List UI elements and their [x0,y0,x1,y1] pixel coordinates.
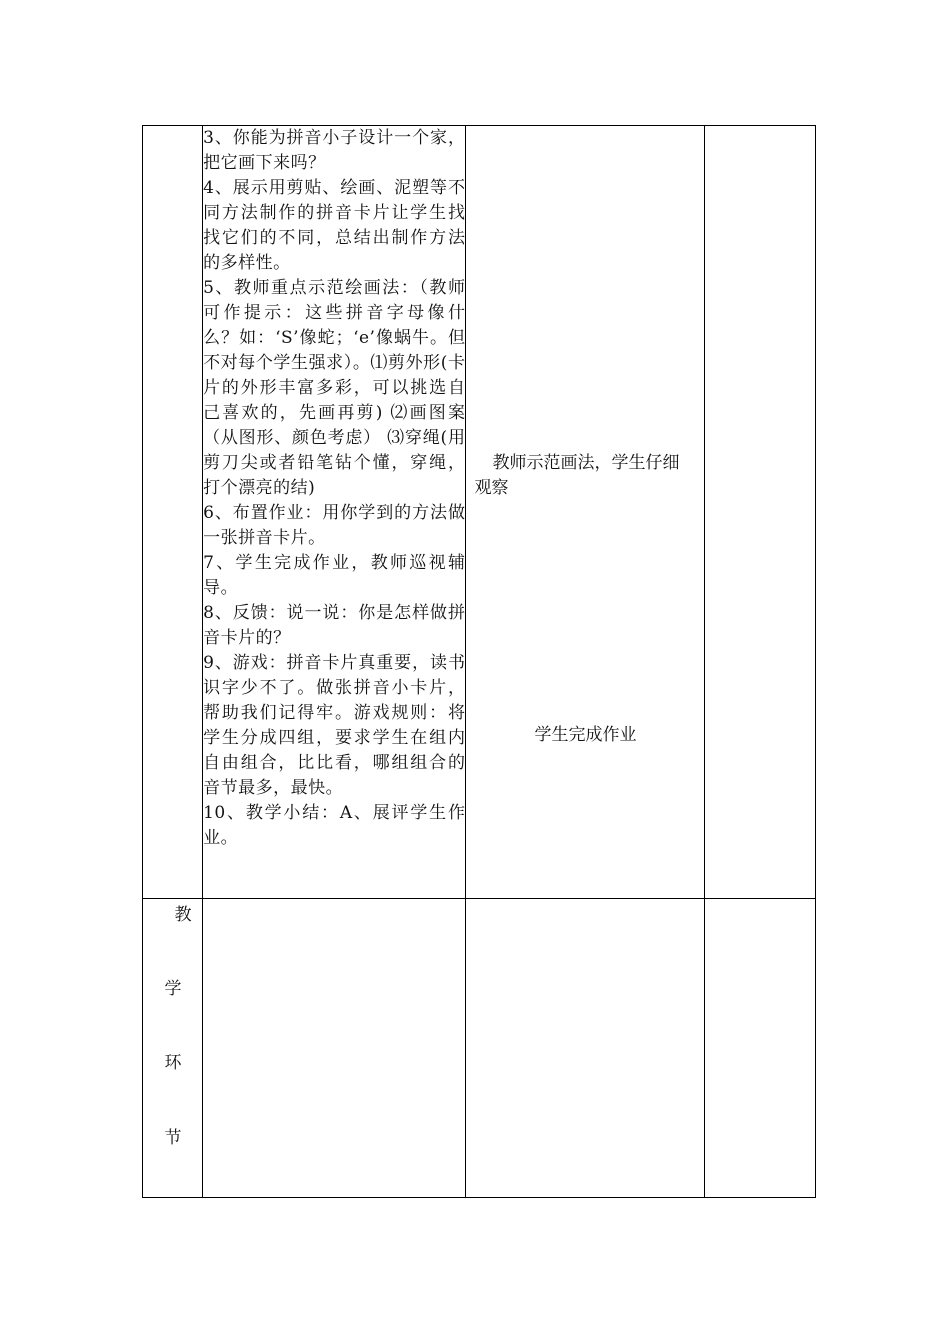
section-label-char: 学 [164,979,182,999]
section-label-cell [143,899,203,1198]
empty-cell [466,899,704,1198]
notes-cell [704,126,815,899]
lesson-plan-table [142,125,816,1198]
step-item: 3、你能为拼音小子设计一个家，把它画下来吗？ [203,128,466,173]
teaching-steps-cell [203,126,466,899]
step-item: 8、反馈：说一说：你是怎样做拼音卡片的？ [203,603,466,648]
student-activity-cell [466,126,704,899]
label-cell [143,126,203,899]
section-label-char: 环 [164,1053,182,1073]
step-item: 5、教师重点示范绘画法：（教师可作提示：这些拼音字母像什么？如：‘S’像蛇；‘e’像蜗牛。但不对每个学生强求）。⑴剪外形(卡片的外形丰富多彩，可以挑选自己喜欢的，先画再剪) ⑵画图案（从图形、颜色考虑） ⑶穿绳(用剪刀尖或者铅笔钻个懂，穿绳，打个漂亮的结) [203,278,466,498]
step-item: 10、教学小结：A、展评学生作业。 [203,803,466,848]
activity-note-homework: 学生完成作业 [534,725,637,745]
step-item: 7、学生完成作业，教师巡视辅导。 [203,553,466,598]
table-row [143,126,816,899]
section-label-char: 教 [174,905,192,925]
step-item: 9、游戏：拼音卡片真重要，读书识字少不了。做张拼音小卡片，帮助我们记得牢。游戏规则：将学生分成四组，要求学生在组内自由组合，比比看，哪组组合的音节最多，最快。 [203,653,466,798]
empty-cell [203,899,466,1198]
step-item: 6、布置作业：用你学到的方法做一张拼音卡片。 [203,503,466,548]
empty-cell [704,899,815,1198]
step-item: 4、展示用剪贴、绘画、泥塑等不同方法制作的拼音卡片让学生找找它们的不同，总结出制作方法的多样性。 [203,178,466,273]
section-label-char: 节 [164,1128,182,1148]
table-row [143,899,816,1198]
activity-note-demo: 教师示范画法，学生仔细观察 [474,453,680,498]
